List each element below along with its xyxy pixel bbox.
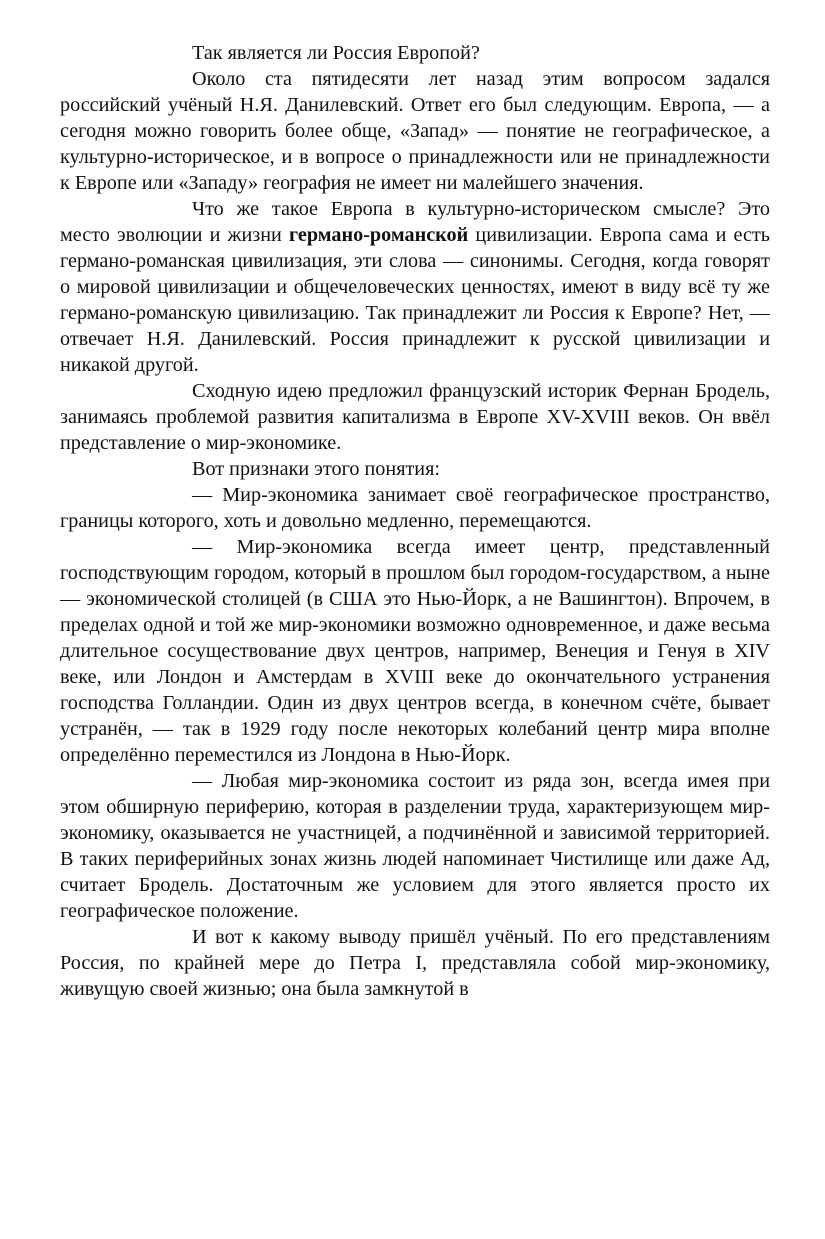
paragraph-text-after: цивилизации. Европа сама и есть германо-романская цивилизация, эти слова — синонимы. Сегодня, когда говорят о мировой цивилизации и общечеловеческих ценностях, имеют в виду всё ту же германо-романскую цивилизацию. Так принадлежит ли Россия к Европе? Нет, — отвечает Н.Я. Данилевский. Россия принадлежит к русской цивилизации и никакой другой. [60, 224, 771, 376]
bold-term: германо-романской [289, 224, 469, 246]
paragraph-text-before: Что же такое Европа в культурно-историческом смысле? Это место эволюции и жизни [60, 198, 770, 246]
paragraph-conclusion: И вот к какому выводу пришёл учёный. По его представлениям Россия, по крайней мере до Петра I, представляла собой мир-экономику, живущую своей жизнью; она была замкнутой в [60, 926, 770, 1000]
paragraph-features-intro: Вот признаки этого понятия: [192, 458, 440, 480]
paragraph-braudel-idea: Сходную идею предложил французский историк Фернан Бродель, занимаясь проблемой развития капитализма в Европе XV-XVIII веков. Он ввёл представление о мир-экономике. [60, 380, 770, 454]
list-item-zones: — Любая мир-экономика состоит из ряда зон, всегда имея при этом обширную периферию, которая в разделении труда, характеризующем мир-экономику, оказывается не участницей, а подчинённой и зависимой территорией. В таких периферийных зонах жизнь людей напоминает Чистилище или даже Ад, считает Бродель. Достаточным же условием для этого является просто их географическое положение. [60, 770, 770, 922]
list-item-territory: — Мир-экономика занимает своё географическое пространство, границы которого, хоть и довольно медленно, перемещаются. [60, 484, 770, 532]
paragraph-danilevsky-question: Около ста пятидесяти лет назад этим вопросом задался российский учёный Н.Я. Данилевский. Ответ его был следующим. Европа, — а сегодня можно говорить более обще, «Запад» — понятие не географическое, а культурно-историческое, и в вопросе о принадлежности или не принадлежности к Европе или «Западу» география не имеет ни малейшего значения. [60, 68, 770, 194]
document-page [60, 40, 770, 1002]
section-heading: Так является ли Россия Европой? [192, 42, 480, 64]
list-item-center: — Мир-экономика всегда имеет центр, представленный господствующим городом, который в прошлом был городом-государством, а ныне — экономической столицей (в США это Нью-Йорк, а не Вашингтон). Впрочем, в пределах одной и той же мир-экономики возможно одновременное, и даже весьма длительное сосуществование двух центров, например, Венеция и Генуя в XIV веке, или Лондон и Амстердам в XVIII веке до окончательного устранения господства Голландии. Один из двух центров всегда, в конечном счёте, бывает устранён, — так в 1929 году после некоторых колебаний центр мира вполне определённо переместился из Лондона в Нью-Йорк. [60, 536, 770, 766]
paragraph-europe-definition [60, 196, 770, 378]
